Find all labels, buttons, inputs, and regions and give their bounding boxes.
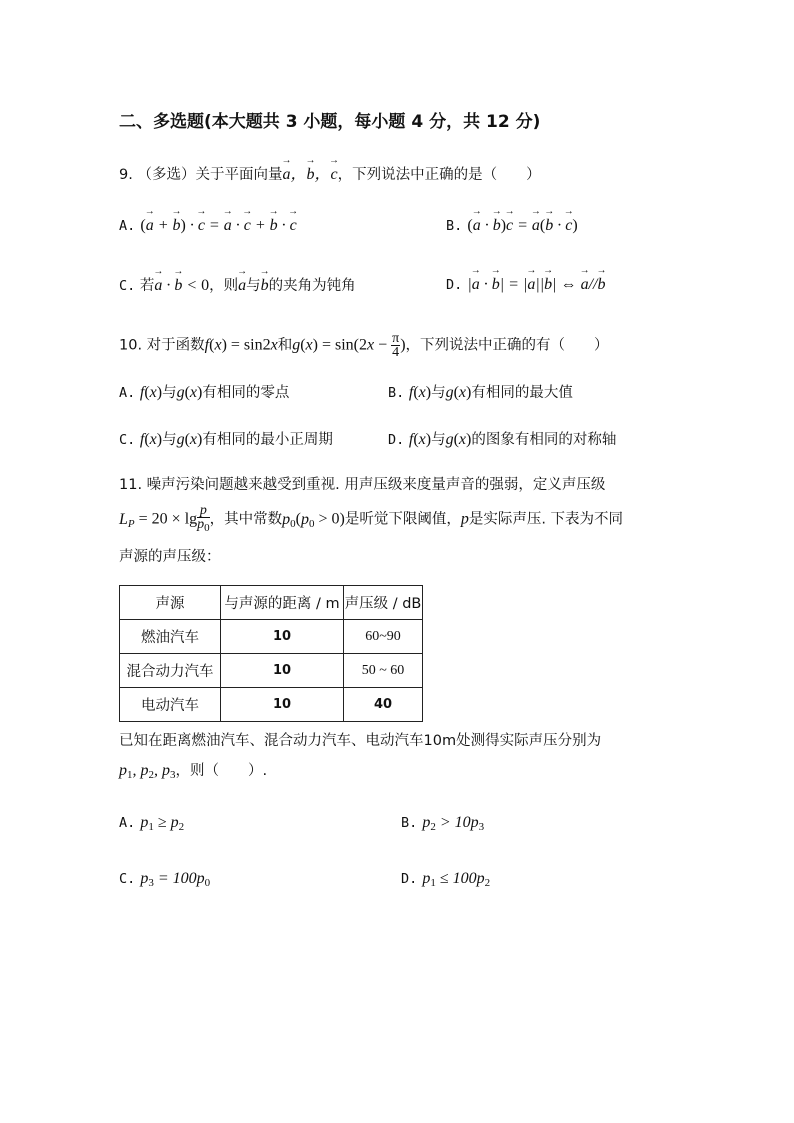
q11-option-b[interactable]: B. $p_2 > 10p_3$: [401, 814, 485, 833]
table-cell: 电动汽车: [120, 688, 221, 722]
q9-option-a[interactable]: A. (→ a + → b) · → c = → a · → c + → b · → c: [119, 215, 297, 235]
section-heading: 二、多选题(本大题共 3 小题，每小题 4 分，共 12 分): [119, 112, 541, 132]
table-cell: 10: [221, 654, 344, 688]
q10-option-c[interactable]: C. f(x)与g(x)有相同的最小正周期: [119, 431, 333, 448]
q9-option-c[interactable]: C. 若→ a · → b < 0，则→ a与→ b的夹角为钝角: [119, 274, 356, 295]
table-header-cell: 声压级 / dB: [344, 586, 423, 620]
table-cell: 40: [344, 688, 423, 722]
q11-option-c[interactable]: C. $p_3 = 100p_0$: [119, 870, 211, 889]
q9-option-a-formula: (→ a + → b) · → c = → a · → c + → b · → c: [140, 217, 296, 234]
q10-option-a[interactable]: A. f(x)与g(x)有相同的零点: [119, 384, 290, 401]
q9-option-b[interactable]: B. (→ a · → b)→ c = → a(→ b · → c): [446, 215, 578, 235]
q9-stem: 9. （多选）关于平面向量→ a，→ b，→ c，下列说法中正确的是（ ）: [119, 161, 541, 184]
q9-option-b-formula: (→ a · → b)→ c = → a(→ b · → c): [467, 217, 577, 234]
q11-option-a[interactable]: A. $p_1 \ge p_2$: [119, 814, 185, 833]
q11-option-d[interactable]: D. $p_1 \le 100p_2$: [401, 870, 491, 889]
q11-line1: 11. 噪声污染问题越来越受到重视. 用声压级来度量声音的强弱，定义声压级: [119, 477, 606, 493]
q11-line3: 声源的声压级：: [119, 549, 221, 565]
table-cell: 10: [221, 688, 344, 722]
table-header-row: [120, 586, 423, 620]
q11-line2: $L_P = 20 \times \lg$ $\frac{p}{p_0}$ ，其中常数$p_0(p_0 > 0)$是听觉下限阈值，p是实际声压. 下表为不同: [119, 503, 624, 534]
table-cell: 燃油汽车: [120, 620, 221, 654]
table-cell: 50 ~ 60: [344, 654, 423, 688]
table-header-cell: 与声源的距离 / m: [221, 586, 344, 620]
q11-after-line2: $p_1$, $p_2$, $p_3$，则（ ）.: [119, 762, 268, 781]
q9-option-d[interactable]: D. |→ a · → b| = |→ a||→ b| ⇔ → a//→ b: [446, 274, 605, 294]
q9-stem-suffix: ，下列说法中正确的是（ ）: [337, 167, 541, 183]
table-header-cell: 声源: [120, 586, 221, 620]
q10-stem: 10. 对于函数f(x) = sin2x和g(x) = sin(2x − $\frac{\pi}{4}$ )，下列说法中正确的有（ ）: [119, 331, 609, 360]
table-row: [120, 688, 423, 722]
q10-option-b[interactable]: B. f(x)与g(x)有相同的最大值: [388, 384, 573, 401]
table-row: [120, 654, 423, 688]
q11-after-line1: 已知在距离燃油汽车、混合动力汽车、电动汽车10m处测得实际声压分别为: [119, 733, 602, 749]
table-cell: 10: [221, 620, 344, 654]
q9-stem-prefix: 9. （多选）关于平面向量: [119, 167, 283, 183]
table-row: [120, 620, 423, 654]
q9-option-d-formula: |→ a · → b| = |→ a||→ b| ⇔ → a//→ b: [467, 276, 605, 293]
sound-level-table: [119, 585, 423, 722]
q10-option-d[interactable]: D. f(x)与g(x)的图象有相同的对称轴: [388, 431, 617, 448]
table-cell: 60~90: [344, 620, 423, 654]
table-cell: 混合动力汽车: [120, 654, 221, 688]
